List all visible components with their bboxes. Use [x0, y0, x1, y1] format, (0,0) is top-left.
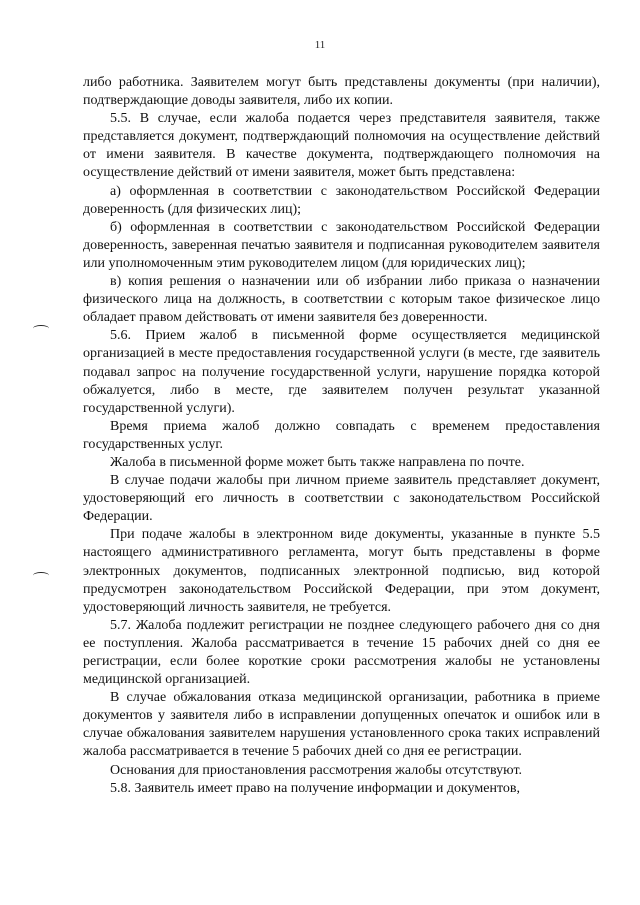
paragraph: Основания для приостановления рассмотрения жалобы отсутствуют. [110, 762, 523, 778]
document-body [83, 74, 600, 798]
paragraph: 5.8. Заявитель имеет право на получение информации и документов, [110, 780, 520, 796]
margin-mark-2 [33, 572, 49, 579]
paragraph: б) оформленная в соответствии с законодательством Российской Федерации доверенность, заверенная печатью заявителя и подписанная руководителем заявителя или уполномоченным этим руководителем лицом (для юридических лиц); [83, 219, 600, 271]
paragraph: в) копия решения о назначении или об избрании либо приказа о назначении физического лица на должность, в соответствии с которым такое физическое лицо обладает правом действовать от имени заявителя без доверенности. [83, 274, 600, 326]
paragraph: 5.6. Прием жалоб в письменной форме осуществляется медицинской организацией в месте предоставления государственной услуги (в месте, где заявитель подавал запрос на получение государственной услуги, нарушение порядка которой обжалуется, либо в месте, где заявителем получен результат указанной государственной услуги). [83, 328, 600, 416]
page-number: 11 [314, 39, 326, 51]
paragraph: Жалоба в письменной форме может быть также направлена по почте. [110, 454, 525, 470]
paragraph: В случае подачи жалобы при личном приеме заявитель представляет документ, удостоверяющий его личность в соответствии с законодательством Российской Федерации. [83, 473, 600, 525]
paragraph: либо работника. Заявителем могут быть представлены документы (при наличии), подтверждающие доводы заявителя, либо их копии. [83, 75, 600, 109]
margin-mark-1 [33, 325, 49, 332]
paragraph: 5.7. Жалоба подлежит регистрации не позднее следующего рабочего дня со дня ее поступления. Жалоба рассматривается в течение 15 рабочих дней со дня ее регистрации, если более короткие сроки рассмотрения жалобы не установлены медицинской организацией. [83, 617, 600, 688]
paragraph: При подаче жалобы в электронном виде документы, указанные в пункте 5.5 настоящего административного регламента, могут быть представлены в форме электронных документов, подписанных электронной подписью, вид которой предусмотрен законодательством Российской Федерации, при этом документ, удостоверяющий личность заявителя, не требуется. [83, 527, 600, 615]
paragraph: а) оформленная в соответствии с законодательством Российской Федерации доверенность (для физических лиц); [83, 183, 600, 217]
paragraph: 5.5. В случае, если жалоба подается через представителя заявителя, также представляется документ, подтверждающий полномочия на осуществление действий от имени заявителя. В качестве документа, подтверждающего полномочия на осуществление действий от имени заявителя, может быть представлена: [83, 111, 600, 181]
paragraph: В случае обжалования отказа медицинской организации, работника в приеме документов у заявителя либо в исправлении допущенных опечаток и ошибок или в случае обжалования заявителем нарушения установленного срока таких исправлений жалоба рассматривается в течение 5 рабочих дней со дня ее регистрации. [83, 690, 600, 760]
paragraph: Время приема жалоб должно совпадать с временем предоставления государственных услуг. [83, 418, 600, 452]
